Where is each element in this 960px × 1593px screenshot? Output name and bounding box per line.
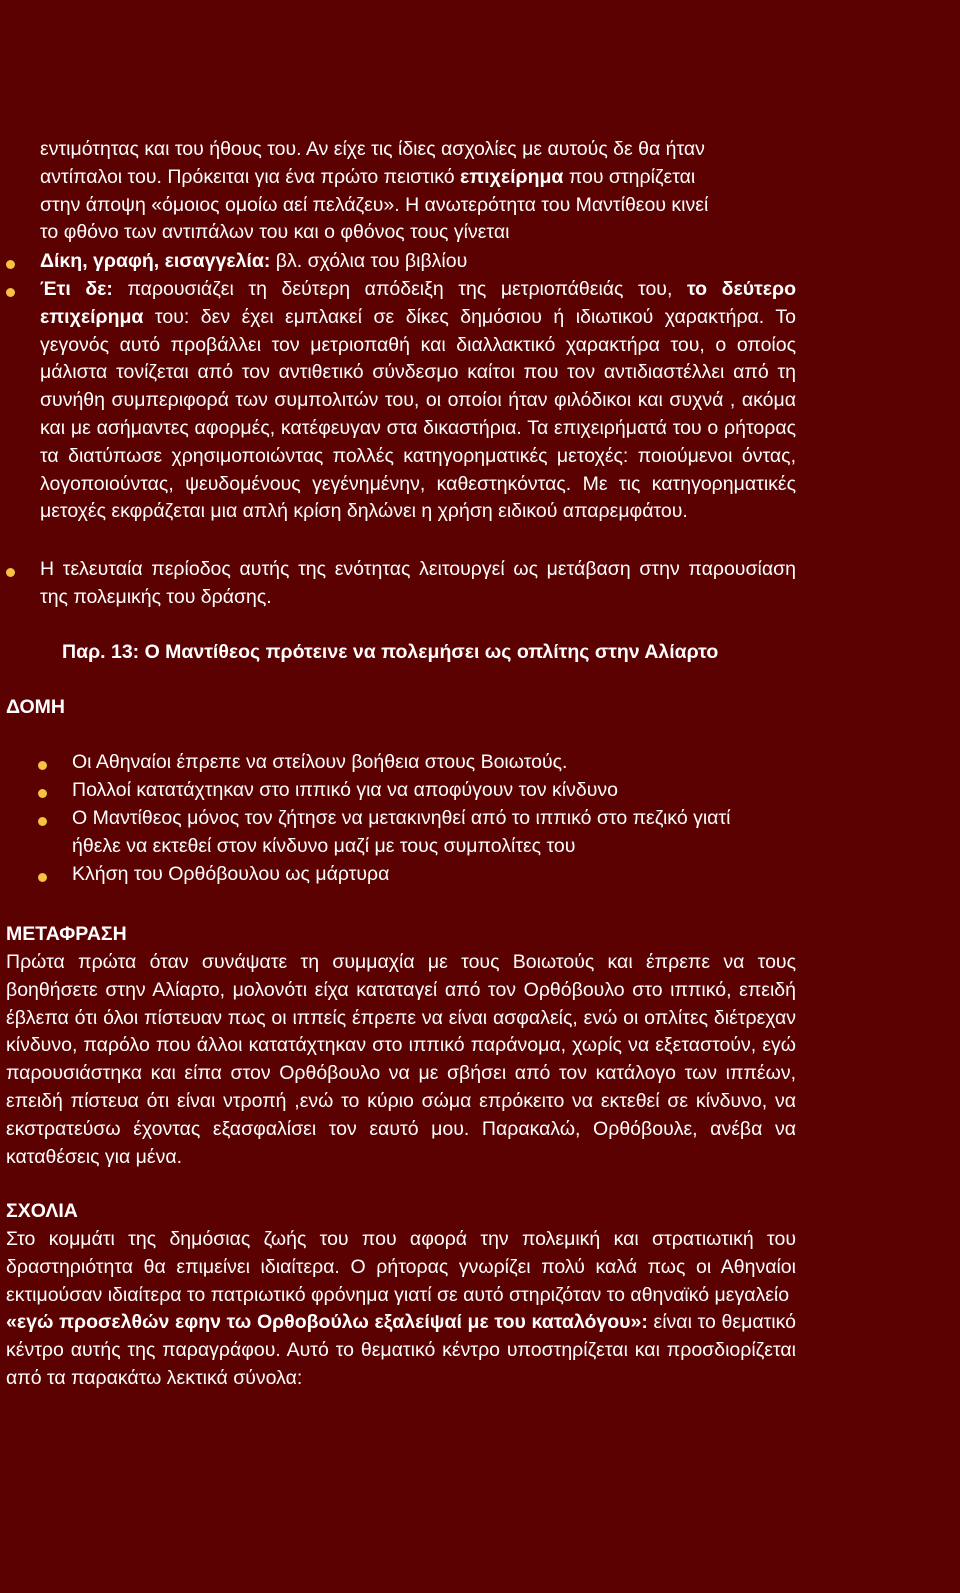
text-line: στην άποψη «όμοιος ομοίω αεί πελάζευ». Η ανωτερότητα του Μαντίθεου κινεί bbox=[40, 193, 709, 216]
bullet-term: Έτι δε: bbox=[40, 278, 113, 300]
section-title: Παρ. 13: Ο Μαντίθεος πρότεινε να πολεμήσει ως οπλίτης στην Αλίαρτο bbox=[62, 641, 719, 663]
scholia-heading: ΣΧΟΛΙΑ bbox=[6, 1200, 78, 1222]
domi-item: Οι Αθηναίοι έπρεπε να στείλουν βοήθεια στους Βοιωτούς. bbox=[72, 751, 568, 773]
bullet-dot-icon bbox=[6, 568, 15, 577]
domi-item: Πολλοί κατατάχτηκαν στο ιππικό για να αποφύγουν τον κίνδυνο bbox=[72, 779, 618, 801]
text-line: το φθόνο των αντιπάλων του και ο φθόνος τους γίνεται bbox=[40, 221, 510, 244]
metafrasi-text: Πρώτα πρώτα όταν συνάψατε τη συμμαχία με τους Βοιωτούς και έπρεπε να τους βοηθήσετε στην Αλίαρτο, μολονότι είχα καταταγεί από τον Ορθόβουλο στο ιππικό, επειδή έβλεπα ότι όλοι πίστευαν πως οι ιππείς έπρεπε να είναι ασφαλείς, ενώ οι οπλίτες διέτρεχαν κίνδυνο, παρόλο που άλλοι κατατάχτηκαν στο ιππικό παράνομα, χωρίς να εξεταστούν, εγώ παρουσιάστηκα και είπα στον Ορθόβουλο να με σβήσει από τον κατάλογο των ιππέων, επειδή πίστευα ότι είναι ντροπή ,ενώ το κύριο σώμα επρόκειτο να εκτεθεί σε κίνδυνο, να εκστρατεύσω έχοντας εξασφαλίσει τον εαυτό μου. Παρακαλώ, Ορθόβουλε, ανέβα να καταθέσεις για μένα. bbox=[6, 951, 796, 1168]
text-line: αντίπαλοι του. Πρόκειται για ένα πρώτο πειστικό επιχείρημα που στηρίζεται bbox=[40, 165, 696, 188]
bullet-term: Δίκη, γραφή, εισαγγελία: bbox=[40, 250, 271, 272]
domi-heading: ΔΟΜΗ bbox=[6, 696, 65, 718]
domi-item: Ο Μαντίθεος μόνος τον ζήτησε να μετακινηθεί από το ιππικό στο πεζικό γιατί ήθελε να εκτεθεί στον κίνδυνο μαζί με τους συμπολίτες του bbox=[72, 807, 731, 857]
bullet-dot-icon bbox=[38, 789, 47, 798]
bullet-dot-icon bbox=[38, 761, 47, 770]
bullet-dot-icon bbox=[6, 288, 15, 297]
bullet-text: βλ. σχόλια του βιβλίου bbox=[270, 250, 468, 272]
bullet-dot-icon bbox=[38, 873, 47, 882]
scholia-quote: «εγώ προσελθών εφην τω Ορθοβούλω εξαλείψαί με του καταλόγου»: είναι το θεματικό κέντρο αυτής της παραγράφου. Αυτό το θεματικό κέντρο υποστηρίζεται και προσδιορίζεται από τα παρακάτω λεκτικά σύνολα: bbox=[6, 1311, 796, 1389]
bullet-dot-icon bbox=[6, 260, 15, 269]
continuation-paragraph bbox=[40, 136, 796, 247]
bullet-dot-icon bbox=[38, 817, 47, 826]
bullet-emphasis: το δεύτερο επιχείρημα bbox=[40, 278, 796, 328]
text-line: εντιμότητας και του ήθους του. Αν είχε τις ίδιες ασχολίες με αυτούς δε θα ήταν bbox=[40, 138, 705, 160]
domi-item: Κλήση του Ορθόβουλου ως μάρτυρα bbox=[72, 863, 390, 885]
bullet-item-dike bbox=[40, 248, 800, 276]
bullet-item-eti-de: Έτι δε: παρουσιάζει τη δεύτερη απόδειξη της μετριοπάθειάς του, το δεύτερο επιχείρημα του: δεν έχει εμπλακεί σε δίκες δημόσιου ή ιδιωτικού χαρακτήρα. Το γεγονός αυτό προβάλλει τον μετριοπαθή και διαλλακτικό χαρακτήρα του, ο οποίος μάλιστα τονίζεται από τον αντιθετικό σύνδεσμο καίτοι που τον αντιδιαστέλλει από τη συνήθη συμπεριφορά των συμπολιτών του, οι οποίοι ήταν φιλόδικοι και συχνά , ακόμα και με ασήμαντες αφορμές, κατέφευγαν στα δικαστήρια. Τα επιχειρήματά του ο ρήτορας τα διατύπωσε χρησιμοποιώντας πολλές κατηγορηματικές μετοχές: ποιούμενοι όντας, λογοποιούντας, ψευδομένους γεγένημένην, καθεστηκόντας. Με τις κατηγορηματικές μετοχές εκφράζεται μια απλή κρίση δηλώνει η χρήση ειδικού απαρεμφάτου. bbox=[40, 278, 796, 523]
metafrasi-heading: ΜΕΤΑΦΡΑΣΗ bbox=[6, 923, 127, 945]
scholia-text: Στο κομμάτι της δημόσιας ζωής του που αφορά την πολεμική και στρατιωτική του δραστηριότητα θα επιμείνει ιδιαίτερα. Ο ρήτορας γνωρίζει πολύ καλά πως οι Αθηναίοι εκτιμούσαν ιδιαίτερα το πατριωτικό φρόνημα γιατί σε αυτό στηριζόταν το αθηναϊκό μεγαλείο «εγώ προσελθών εφην τω Ορθοβούλω εξαλείψαί με του καταλόγου»: είναι το θεματικό κέντρο αυτής της παραγράφου. Αυτό το θεματικό κέντρο υποστηρίζεται και προσδιορίζεται από τα παρακάτω λεκτικά σύνολα: bbox=[6, 1226, 796, 1393]
bullet-item-transition: Η τελευταία περίοδος αυτής της ενότητας λειτουργεί ως μετάβαση στην παρουσίαση της πολεμικής του δράσης. bbox=[40, 558, 796, 608]
